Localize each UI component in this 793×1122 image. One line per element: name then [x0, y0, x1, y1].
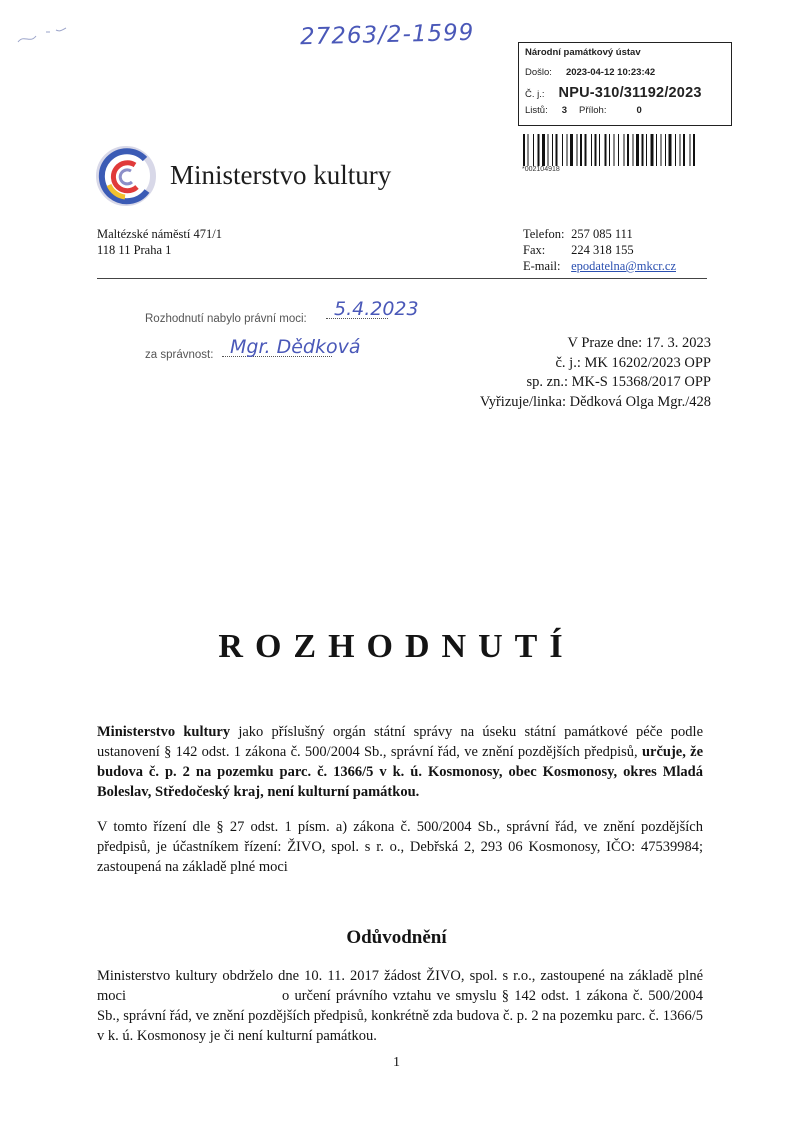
reasoning-text-part1: Ministerstvo kultury obdrželo dne 10. 11. 2017 žádost ŽIVO, spol. s r.o., zastoupené na základě plné moci	[97, 968, 703, 1004]
email-label: E-mail:	[523, 259, 561, 273]
email-row	[523, 258, 676, 274]
fax-value: 224 318 155	[571, 243, 634, 257]
address-line-1: Maltézské náměstí 471/1	[97, 227, 222, 241]
ministry-address	[97, 226, 222, 258]
reasoning-text-part2: o určení právního vztahu ve smyslu § 142 odst. 1 zákona č. 500/2004 Sb., správní řád, ve znění pozdějších předpisů, konkrétně zda budova č. p. 2 na pozemku parc. č. 1366/5 v k. ú. Kosmonosy je či není kulturní památkou.	[97, 988, 703, 1044]
phone-value: 257 085 111	[571, 227, 633, 241]
barcode-text: *002104918	[522, 166, 560, 173]
phone-row	[523, 226, 676, 242]
reasoning-paragraph	[97, 966, 703, 1046]
registry-stamp	[518, 42, 732, 126]
cj-line: č. j.: MK 16202/2023 OPP	[555, 354, 711, 371]
stamp-title: Národní památkový ústav	[525, 47, 641, 58]
phone-label: Telefon:	[523, 227, 565, 241]
stamp-cj-value: NPU-310/31192/2023	[558, 85, 702, 101]
stamp-sheets-row	[525, 105, 642, 116]
handwritten-reference-number: 27263/2-1599	[299, 19, 475, 51]
fax-label: Fax:	[523, 243, 546, 257]
decision-paragraph	[97, 722, 703, 802]
stamp-cj-row	[525, 85, 702, 101]
stamp-cj-label: Č. j.:	[525, 89, 545, 100]
header-divider	[97, 278, 707, 279]
stamp-sheets-value: 3	[561, 105, 568, 116]
decision-lead-text: jako příslušný orgán státní správy na úseku státní památkové péče podle ustanovení § 142 odst. 1 zákona č. 500/2004 Sb., správní řád, ve znění pozdějších předpisů,	[97, 724, 704, 760]
stamp-received-label: Došlo:	[525, 67, 552, 78]
stamp-attachments-label: Příloh:	[579, 105, 607, 116]
stamp-attachments-value: 0	[636, 105, 642, 116]
handler-line: Vyřizuje/linka: Dědková Olga Mgr./428	[479, 393, 711, 410]
legal-force-handwritten-date: 5.4.2023	[334, 298, 419, 320]
correctness-label: za správnost:	[145, 349, 214, 361]
reference-block	[480, 334, 711, 412]
stamp-received-value: 2023-04-12 10:23:42	[565, 67, 656, 78]
decision-statement: určuje, že budova č. p. 2 na pozemku parc. č. 1366/5 v k. ú. Kosmonosy, obec Kosmonosy, okres Mladá Boleslav, Středočeský kraj, není kulturní památkou.	[97, 744, 704, 800]
correctness-signature: Mgr. Dědková	[230, 336, 361, 358]
corner-scribble	[16, 26, 70, 48]
reasoning-heading: Odůvodnění	[346, 927, 447, 948]
ministry-logo-icon	[95, 145, 157, 207]
legal-force-label: Rozhodnutí nabylo právní moci:	[145, 313, 307, 325]
decision-lead-bold: Ministerstvo kultury	[97, 724, 231, 740]
ministry-name: Ministerstvo kultury	[170, 160, 392, 190]
address-line-2: 118 11 Praha 1	[97, 243, 172, 257]
date-line: V Praze dne: 17. 3. 2023	[567, 335, 711, 351]
page-number: 1	[393, 1055, 400, 1070]
contact-block	[523, 226, 676, 274]
participant-paragraph: V tomto řízení dle § 27 odst. 1 písm. a) zákona č. 500/2004 Sb., správní řád, ve znění pozdějších předpisů, je účastníkem řízení: ŽIVO, spol. s r. o., Debřská 2, 293 06 Kosmonosy, IČO: 47539984; zastoupená na základě plné moci	[97, 819, 703, 875]
barcode	[522, 134, 730, 166]
email-link[interactable]: epodatelna@mkcr.cz	[571, 259, 676, 273]
spzn-line: sp. zn.: MK-S 15368/2017 OPP	[526, 374, 711, 390]
fax-row	[523, 242, 676, 258]
document-title: ROZHODNUTÍ	[218, 628, 575, 665]
stamp-sheets-label: Listů:	[525, 105, 548, 116]
stamp-received-row	[525, 67, 655, 78]
